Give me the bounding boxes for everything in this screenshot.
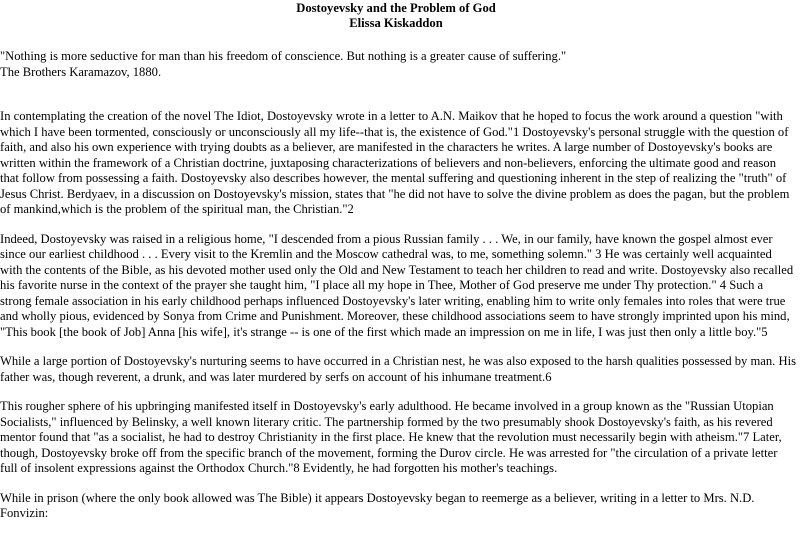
- document-author: Elissa Kiskaddon: [349, 16, 443, 30]
- paragraph-2: Indeed, Dostoyevsky was raised in a religious home, "I descended from a pious Russian family . . . We, in our family, have known the gospel almost ever since our earliest childhood . . . Every visit to the Kremlin and the Moscow cathedral was, to me, something solemn." 3 He was certainly well acquainted with the contents of the Bible, as his devoted mother used only the Old and New Testament to teach her children to read and write. Dostoyevsky also recalled his favorite nurse in the context of the prayer she taught him, "I place all my hope in Thee, Mother of God preserve me under Thy protection." 4 Such a strong female association in his early childhood perhaps influenced Dostoyevsky's later writing, enabling him to write only females into roles that were true and wholly pious, evidenced by Sonya from Crime and Punishment. Moreover, these childhood associations seem to have strongly imprinted upon his mind, "This book [the book of Job] Anna [his wife], it's strange -- is one of the first which made an impression on me in life, I was just then only a little boy."5: [0, 231, 794, 339]
- document-title: Dostoyevsky and the Problem of God: [296, 1, 496, 15]
- paragraph-5: While in prison (where the only book allowed was The Bible) it appears Dostoyevsky began to reemerge as a believer, writing in a letter to Mrs. N.D. Fonvizin:: [0, 490, 755, 520]
- document-header: [0, 1, 792, 31]
- paragraph-4: This rougher sphere of his upbringing manifested itself in Dostoyevsky's early adulthood. He became involved in a group known as the "Russian Utopian Socialists," influenced by Belinsky, a well known literary critic. The partnership formed by the two presumably shook Dostoyevsky's faith, as his revered mentor found that "as a socialist, he had to destroy Christianity in the first place. He knew that the revolution must necessarily begin with atheism."7 Later, though, Dostoyevsky broke off from the specific branch of the movement, forming the Durov circle. He was arrested for "the circulation of a private letter full of insolent expressions against the Orthodox Church."8 Evidently, he had forgotten his mother's teachings.: [0, 399, 782, 475]
- paragraph-3: While a large portion of Dostoyevsky's nurturing seems to have occurred in a Christian nest, he was also exposed to the harsh qualities possessed by man. His father was, though reverent, a drunk, and was later murdered by serfs on account of his inhumane treatment.6: [0, 354, 796, 384]
- epigraph-source: The Brothers Karamazov, 1880.: [0, 64, 162, 79]
- document-page: [0, 1, 796, 522]
- paragraph-1: In contemplating the creation of the novel The Idiot, Dostoyevsky wrote in a letter to A.N. Maikov that he hoped to focus the work around a question "with which I have been tormented, consciously or unconsciously all my life--that is, the existence of God."1 Dostoyevsky's personal struggle with the question of faith, and also his own experience with trying doubts as a believer, are manifested in the characters he writes. A large number of Dostoyevsky's books are written within the framework of a Christian doctrine, juxtaposing characterizations of believers and non-believers, enforcing the ultimate good and reason that follow from possessing a faith. Dostoyevsky also describes however, the mental suffering and questioning inherent in the step of realizing the "truth" of Jesus Christ. Berdyaev, in a discussion on Dostoyevsky's mission, states that "he did not have to solve the divine problem as does the pagan, but the problem of mankind,which is the problem of the spiritual man, the Christian."2: [0, 109, 790, 216]
- epigraph: [0, 49, 792, 80]
- epigraph-quote: "Nothing is more seductive for man than his freedom of conscience. But nothing is a greater cause of suffering.": [0, 49, 567, 63]
